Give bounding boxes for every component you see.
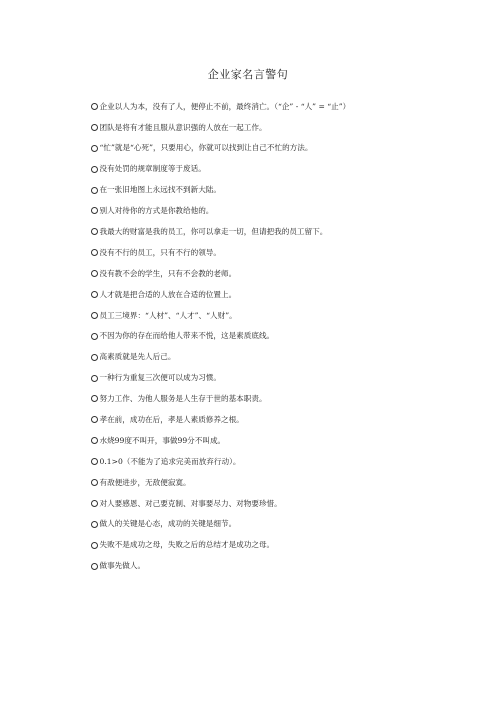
circle-bullet-icon	[91, 563, 98, 570]
quote-text: 努力工作、为他人服务是人生存于世的基本职责。	[99, 394, 267, 404]
quote-item	[91, 138, 431, 159]
circle-bullet-icon	[91, 207, 98, 214]
quote-text: 没有处罚的规章制度等于废话。	[99, 164, 206, 174]
circle-bullet-icon	[91, 542, 98, 549]
quote-item	[91, 284, 431, 305]
circle-bullet-icon	[91, 521, 98, 528]
quote-text: 我最大的财富是我的员工，你可以拿走一切，但请把我的员工留下。	[99, 226, 328, 236]
circle-bullet-icon	[91, 145, 98, 152]
quote-list	[91, 96, 431, 576]
circle-bullet-icon	[91, 437, 98, 444]
quote-item	[91, 388, 431, 409]
quote-item	[91, 493, 431, 514]
quote-text: 有敌便进步，无敌便寂寞。	[99, 477, 191, 487]
quote-item	[91, 242, 431, 263]
quote-text: 一种行为重复三次便可以成为习惯。	[99, 373, 221, 383]
quote-item	[91, 221, 431, 242]
circle-bullet-icon	[91, 270, 98, 277]
quote-item	[91, 451, 431, 472]
circle-bullet-icon	[91, 458, 98, 465]
quote-item	[91, 96, 431, 117]
quote-text: 人才就是把合适的人放在合适的位置上。	[99, 289, 237, 299]
quote-item	[91, 514, 431, 535]
quote-text: 做事先做人。	[99, 561, 146, 571]
quote-text: 团队是将有才能且服从意识强的人放在一起工作。	[99, 122, 267, 132]
quote-item	[91, 368, 431, 389]
quote-item	[91, 263, 431, 284]
quote-item	[91, 430, 431, 451]
quote-item	[91, 409, 431, 430]
quote-text: 在一张旧地图上永远找不到新大陆。	[99, 185, 221, 195]
quote-item	[91, 305, 431, 326]
circle-bullet-icon	[91, 375, 98, 382]
quote-text: 高素质就是先人后己。	[99, 352, 176, 362]
quote-text: 水烧99度不叫开，事做99分不叫成。	[99, 435, 226, 445]
quote-text: 没有教不会的学生，只有不会教的老师。	[99, 268, 237, 278]
quote-item	[91, 556, 431, 577]
circle-bullet-icon	[91, 291, 98, 298]
circle-bullet-icon	[91, 416, 98, 423]
circle-bullet-icon	[91, 249, 98, 256]
quote-item	[91, 326, 431, 347]
quote-item	[91, 180, 431, 201]
circle-bullet-icon	[91, 312, 98, 319]
quote-text: 做人的关键是心态，成功的关键是细节。	[99, 519, 237, 529]
quote-item	[91, 472, 431, 493]
circle-bullet-icon	[91, 103, 98, 110]
quote-text: 对人要感恩、对己要克制、对事要尽力、对物要珍惜。	[99, 498, 282, 508]
quote-text: 没有不行的员工，只有不行的领导。	[99, 247, 221, 257]
quote-item	[91, 159, 431, 180]
quote-text: 别人对待你的方式是你教给他的。	[99, 206, 214, 216]
quote-text: 员工三境界：“人材”、“人才”、“人财”。	[99, 310, 237, 320]
document-title: 企业家名言警句	[207, 68, 289, 81]
quote-item	[91, 117, 431, 138]
quote-text: 失败不是成功之母，失败之后的总结才是成功之母。	[99, 540, 275, 550]
circle-bullet-icon	[91, 333, 98, 340]
quote-text: “忙”就是“心死”，只要用心，你就可以找到让自己不忙的方法。	[99, 143, 313, 153]
quote-item	[91, 200, 431, 221]
circle-bullet-icon	[91, 354, 98, 361]
quote-text: 孝在前，成功在后，孝是人素质修养之根。	[99, 415, 244, 424]
quote-text: 0.1>0（不能为了追求完美而放弃行动）。	[99, 456, 241, 466]
quote-item	[91, 535, 431, 556]
circle-bullet-icon	[91, 187, 98, 194]
circle-bullet-icon	[91, 395, 98, 402]
circle-bullet-icon	[91, 124, 98, 131]
circle-bullet-icon	[91, 500, 98, 507]
quote-text: 企业以人为本，没有了人，便停止不前，最终消亡。（“企” - “人” = “止”）	[99, 101, 351, 111]
circle-bullet-icon	[91, 479, 98, 486]
circle-bullet-icon	[91, 228, 98, 235]
quote-text: 不因为你的存在而给他人带来不悦，这是素质底线。	[99, 331, 275, 341]
circle-bullet-icon	[91, 166, 98, 173]
quote-item	[91, 347, 431, 368]
